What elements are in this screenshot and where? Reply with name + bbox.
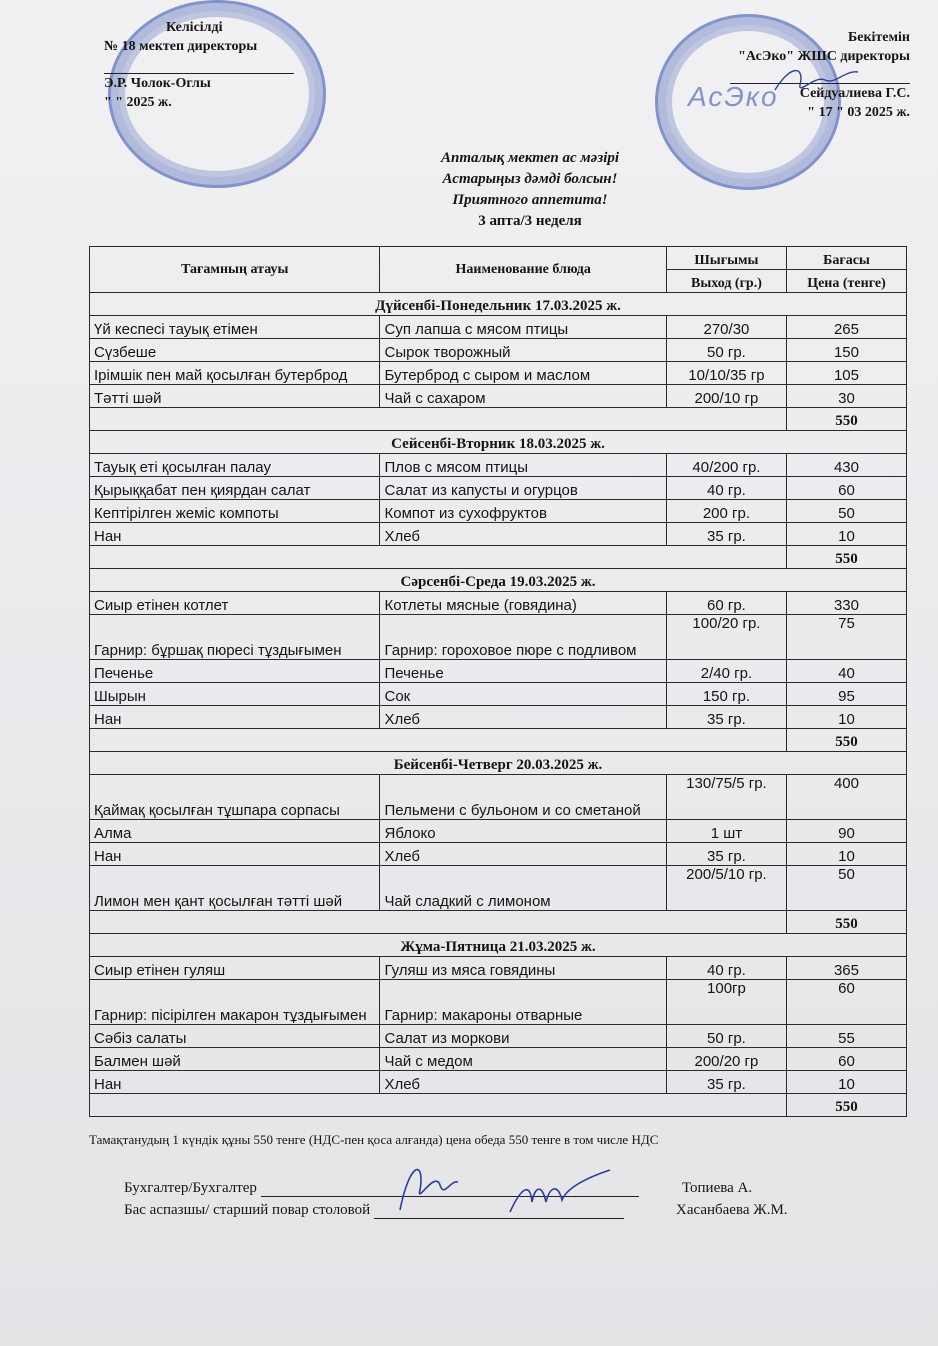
dish-output: 35 гр.: [666, 523, 786, 546]
header-ru-name: Наименование блюда: [380, 247, 666, 293]
dish-name-kz: Тәтті шәй: [90, 385, 380, 408]
dish-name-kz: Нан: [90, 523, 380, 546]
dish-name-ru: Хлеб: [380, 523, 666, 546]
dish-output: 50 гр.: [666, 1025, 786, 1048]
header-output-kz: Шығымы: [666, 247, 786, 270]
dish-output: 2/40 гр.: [666, 660, 786, 683]
day-title: Сәрсенбі-Среда 19.03.2025 ж.: [90, 569, 907, 592]
dish-name-ru: Суп лапша с мясом птицы: [380, 316, 666, 339]
dish-name-kz: Үй кеспесі тауық етімен: [90, 316, 380, 339]
table-row: [90, 775, 907, 820]
heading-line-4: 3 апта/3 неделя: [478, 213, 582, 229]
day-header-row: [90, 934, 907, 957]
day-total-row: [90, 1094, 907, 1117]
total-spacer: [90, 1094, 787, 1117]
dish-price: 90: [786, 820, 906, 843]
menu-heading: [320, 148, 740, 232]
cook-name: Хасанбаева Ж.М.: [676, 1202, 788, 1218]
dish-name-ru: Пельмени с бульоном и со сметаной: [380, 775, 666, 820]
total-spacer: [90, 408, 787, 431]
table-row: [90, 980, 907, 1025]
dish-output: 270/30: [666, 316, 786, 339]
total-spacer: [90, 546, 787, 569]
approval-right-position: "АсЭко" ЖШС директоры: [738, 49, 910, 64]
dish-price: 55: [786, 1025, 906, 1048]
table-row: [90, 706, 907, 729]
dish-name-ru: Котлеты мясные (говядина): [380, 592, 666, 615]
table-row: [90, 615, 907, 660]
dish-name-ru: Печенье: [380, 660, 666, 683]
approval-right-name: Сейдуалиева Г.С.: [799, 86, 910, 101]
dish-name-kz: Балмен шәй: [90, 1048, 380, 1071]
menu-table: [89, 246, 907, 1117]
table-row: [90, 1071, 907, 1094]
table-header-row: [90, 247, 907, 270]
day-total-row: [90, 408, 907, 431]
dish-name-kz: Печенье: [90, 660, 380, 683]
dish-name-ru: Салат из моркови: [380, 1025, 666, 1048]
dish-price: 95: [786, 683, 906, 706]
table-row: [90, 1048, 907, 1071]
dish-name-ru: Плов с мясом птицы: [380, 454, 666, 477]
dish-output: 40 гр.: [666, 957, 786, 980]
approval-block-left: [104, 18, 334, 112]
dish-name-kz: Кептірілген жеміс компоты: [90, 500, 380, 523]
dish-name-kz: Ірімшік пен май қосылған бутерброд: [90, 362, 380, 385]
director-signature: [770, 60, 860, 100]
dish-name-kz: Шырын: [90, 683, 380, 706]
dish-name-kz: Қырыққабат пен қиярдан салат: [90, 477, 380, 500]
dish-name-kz: Нан: [90, 706, 380, 729]
dish-name-kz: Сиыр етінен котлет: [90, 592, 380, 615]
price-footnote: Тамақтанудың 1 күндік құны 550 тенге (НДС-пен қоса алғанда) цена обеда 550 тенге в том числе НДС: [89, 1132, 659, 1147]
approval-left-title: Келісілді: [166, 20, 223, 35]
dish-output: 200/20 гр: [666, 1048, 786, 1071]
approval-left-date: " " 2025 ж.: [104, 95, 172, 110]
day-total: 550: [786, 1094, 906, 1117]
table-row: [90, 477, 907, 500]
stamp-text: АсЭко: [688, 81, 779, 112]
table-row: [90, 957, 907, 980]
dish-output: 100гр: [666, 980, 786, 1025]
dish-output: 200/10 гр: [666, 385, 786, 408]
dish-price: 30: [786, 385, 906, 408]
day-title: Жұма-Пятница 21.03.2025 ж.: [90, 934, 907, 957]
dish-output: 200 гр.: [666, 500, 786, 523]
day-header-row: [90, 293, 907, 316]
dish-name-kz: Алма: [90, 820, 380, 843]
header-price-kz: Бағасы: [786, 247, 906, 270]
dish-output: 130/75/5 гр.: [666, 775, 786, 820]
header-kz-name: Тағамның атауы: [90, 247, 380, 293]
dish-price: 330: [786, 592, 906, 615]
dish-name-kz: Сүзбеше: [90, 339, 380, 362]
dish-output: 35 гр.: [666, 706, 786, 729]
dish-output: 100/20 гр.: [666, 615, 786, 660]
total-spacer: [90, 911, 787, 934]
dish-output: 1 шт: [666, 820, 786, 843]
dish-price: 40: [786, 660, 906, 683]
dish-price: 60: [786, 1048, 906, 1071]
dish-output: 40/200 гр.: [666, 454, 786, 477]
dish-price: 265: [786, 316, 906, 339]
table-row: [90, 866, 907, 911]
day-title: Сейсенбі-Вторник 18.03.2025 ж.: [90, 431, 907, 454]
table-row: [90, 820, 907, 843]
table-row: [90, 1025, 907, 1048]
header-price-ru: Цена (тенге): [786, 270, 906, 293]
dish-name-ru: Гарнир: гороховое пюре с подливом: [380, 615, 666, 660]
dish-output: 40 гр.: [666, 477, 786, 500]
heading-line-3: Приятного аппетита!: [452, 192, 608, 208]
dish-price: 150: [786, 339, 906, 362]
day-total-row: [90, 546, 907, 569]
dish-name-kz: Нан: [90, 1071, 380, 1094]
dish-name-ru: Гуляш из мяса говядины: [380, 957, 666, 980]
dish-name-ru: Гарнир: макароны отварные: [380, 980, 666, 1025]
dish-name-kz: Сиыр етінен гуляш: [90, 957, 380, 980]
dish-name-ru: Компот из сухофруктов: [380, 500, 666, 523]
dish-output: 35 гр.: [666, 1071, 786, 1094]
table-row: [90, 523, 907, 546]
dish-output: 150 гр.: [666, 683, 786, 706]
dish-name-ru: Чай сладкий с лимоном: [380, 866, 666, 911]
header-output-ru: Выход (гр.): [666, 270, 786, 293]
day-total-row: [90, 911, 907, 934]
table-row: [90, 843, 907, 866]
approval-left-position: № 18 мектеп директоры: [104, 39, 258, 54]
dish-price: 50: [786, 500, 906, 523]
dish-price: 10: [786, 1071, 906, 1094]
approval-left-name: Э.Р. Чолок-Оглы: [104, 76, 211, 91]
day-total: 550: [786, 408, 906, 431]
approval-left-underline: [104, 56, 294, 74]
dish-name-kz: Қаймақ қосылған тұшпара сорпасы: [90, 775, 380, 820]
dish-output: 35 гр.: [666, 843, 786, 866]
dish-name-ru: Хлеб: [380, 843, 666, 866]
dish-name-ru: Сок: [380, 683, 666, 706]
dish-price: 105: [786, 362, 906, 385]
accountant-name: Топиева А.: [682, 1180, 753, 1196]
dish-price: 75: [786, 615, 906, 660]
cook-label: Бас аспазшы/ старший повар столовой: [124, 1202, 371, 1218]
day-total-row: [90, 729, 907, 752]
dish-name-kz: Тауық еті қосылған палау: [90, 454, 380, 477]
day-header-row: [90, 752, 907, 775]
dish-price: 10: [786, 523, 906, 546]
dish-output: 200/5/10 гр.: [666, 866, 786, 911]
table-row: [90, 683, 907, 706]
dish-price: 60: [786, 477, 906, 500]
heading-line-1: Апталық мектеп ас мәзірі: [440, 150, 620, 166]
table-row: [90, 316, 907, 339]
table-row: [90, 362, 907, 385]
dish-name-ru: Салат из капусты и огурцов: [380, 477, 666, 500]
dish-name-ru: Чай с сахаром: [380, 385, 666, 408]
dish-price: 10: [786, 706, 906, 729]
dish-price: 10: [786, 843, 906, 866]
dish-price: 365: [786, 957, 906, 980]
dish-name-ru: Бутерброд с сыром и маслом: [380, 362, 666, 385]
table-row: [90, 454, 907, 477]
dish-name-ru: Хлеб: [380, 706, 666, 729]
day-title: Дүйсенбі-Понедельник 17.03.2025 ж.: [90, 293, 907, 316]
heading-line-2: Астарыңыз дәмді болсын!: [442, 171, 618, 187]
dish-name-kz: Гарнир: пісірілген макарон тұздығымен: [90, 980, 380, 1025]
table-row: [90, 339, 907, 362]
handwritten-signatures: [380, 1150, 620, 1220]
table-row: [90, 660, 907, 683]
dish-output: 50 гр.: [666, 339, 786, 362]
day-header-row: [90, 431, 907, 454]
dish-name-ru: Яблоко: [380, 820, 666, 843]
approval-right-title: Бекітемін: [847, 30, 910, 45]
day-total: 550: [786, 729, 906, 752]
day-total: 550: [786, 546, 906, 569]
dish-name-ru: Хлеб: [380, 1071, 666, 1094]
accountant-label: Бухгалтер/Бухгалтер: [124, 1180, 257, 1196]
day-header-row: [90, 569, 907, 592]
dish-price: 50: [786, 866, 906, 911]
dish-output: 10/10/35 гр: [666, 362, 786, 385]
day-title: Бейсенбі-Четверг 20.03.2025 ж.: [90, 752, 907, 775]
dish-price: 430: [786, 454, 906, 477]
approval-right-date: " 17 " 03 2025 ж.: [807, 105, 910, 120]
table-row: [90, 385, 907, 408]
dish-name-ru: Сырок творожный: [380, 339, 666, 362]
dish-name-kz: Гарнир: бұршақ пюресі тұздығымен: [90, 615, 380, 660]
table-row: [90, 592, 907, 615]
dish-price: 60: [786, 980, 906, 1025]
dish-name-ru: Чай с медом: [380, 1048, 666, 1071]
table-row: [90, 500, 907, 523]
dish-name-kz: Сәбіз салаты: [90, 1025, 380, 1048]
day-total: 550: [786, 911, 906, 934]
dish-output: 60 гр.: [666, 592, 786, 615]
dish-price: 400: [786, 775, 906, 820]
dish-name-kz: Лимон мен қант қосылған тәтті шәй: [90, 866, 380, 911]
dish-name-kz: Нан: [90, 843, 380, 866]
total-spacer: [90, 729, 787, 752]
